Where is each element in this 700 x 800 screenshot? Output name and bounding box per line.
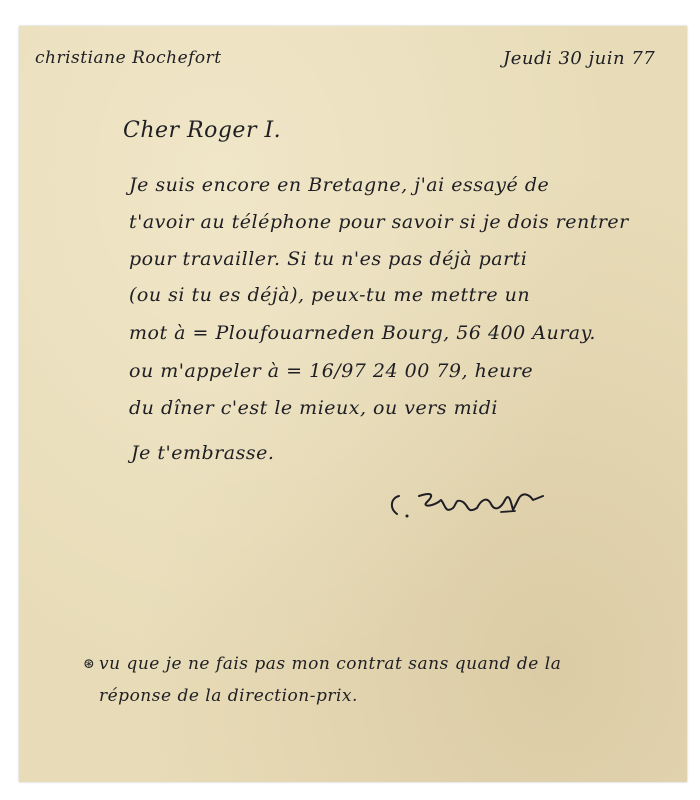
footnote-line: vu que je ne fais pas mon contrat sans quand de la xyxy=(99,654,562,674)
body-line: pour travailler. Si tu n'es pas déjà parti xyxy=(129,248,528,270)
sender-name: christiane Rochefort xyxy=(35,48,222,68)
body-line: mot à = Ploufouarneden Bourg, 56 400 Auray. xyxy=(129,322,596,344)
footnote-line: réponse de la direction-prix. xyxy=(99,686,358,706)
body-line: t'avoir au téléphone pour savoir si je dois rentrer xyxy=(129,211,629,233)
signature xyxy=(383,478,563,528)
closing: Je t'embrasse. xyxy=(131,442,275,464)
body-line: du dîner c'est le mieux, ou vers midi xyxy=(129,397,498,419)
salutation: Cher Roger I. xyxy=(123,118,282,143)
body-line: ou m'appeler à = 16/97 24 00 79, heure xyxy=(129,360,534,382)
body-line: (ou si tu es déjà), peux-tu me mettre un xyxy=(129,284,531,306)
letter-sheet xyxy=(19,26,687,782)
body-line: Je suis encore en Bretagne, j'ai essayé de xyxy=(129,174,550,196)
footnote-marker-icon: ⊛ xyxy=(83,656,95,672)
letter-date: Jeudi 30 juin 77 xyxy=(503,48,656,69)
